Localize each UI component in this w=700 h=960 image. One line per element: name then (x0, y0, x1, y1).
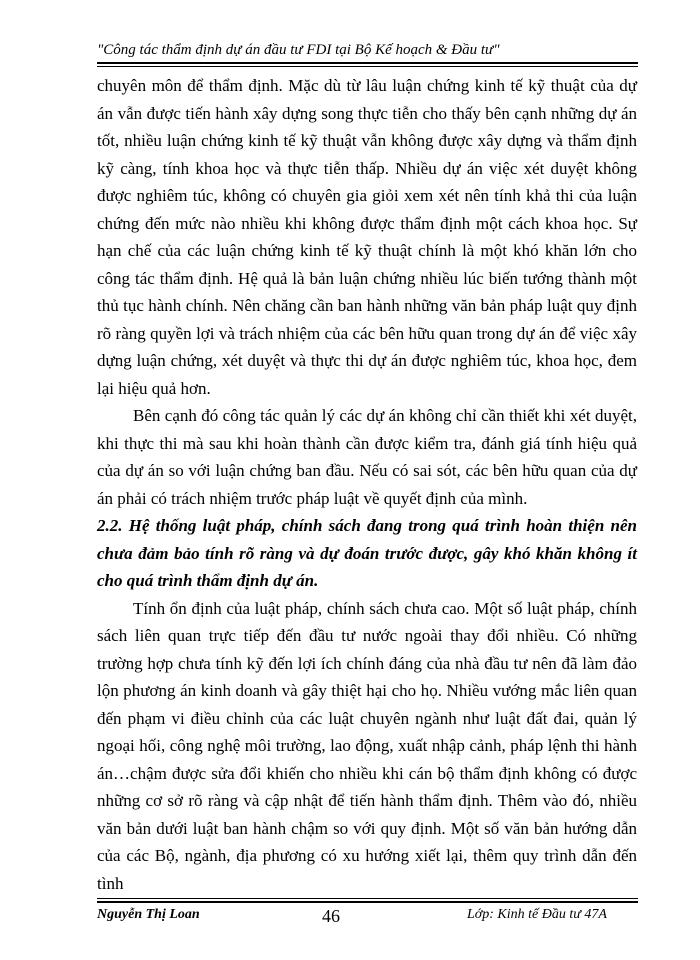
header-rule (97, 62, 638, 64)
running-header: "Công tác thẩm định dự án đầu tư FDI tại Bộ Kế hoạch & Đầu tư" (97, 42, 500, 58)
footer-class: Lớp: Kinh tế Đầu tư 47A (467, 907, 607, 922)
page-number: 46 (322, 906, 340, 926)
body-text (97, 72, 637, 897)
paragraph: Tính ổn định của luật pháp, chính sách chưa cao. Một số luật pháp, chính sách liên quan trực tiếp đến đầu tư nước ngoài thay đổi nhiều. Có những trường hợp chưa tính kỹ đến lợi ích chính đáng của nhà đầu tư nên đã làm đảo lộn phương án kinh doanh và gây thiệt hại cho họ. Nhiều vướng mắc liên quan đến phạm vi điều chỉnh của các luật chuyên ngành như luật đất đai, quản lý ngoại hối, công nghệ môi trường, lao động, xuất nhập cảnh, pháp lệnh thi hành án…chậm được sửa đổi khiến cho nhiều khi cán bộ thẩm định không có được những cơ sở rõ ràng và cập nhật để tiến hành thẩm định. Thêm vào đó, nhiều văn bản dưới luật ban hành chậm so với quy định. Một số văn bản hướng dẫn của các Bộ, ngành, địa phương có xu hướng xiết lại, thêm quy trình dẫn đến tình (97, 598, 637, 893)
section-heading: 2.2. Hệ thống luật pháp, chính sách đang trong quá trình hoàn thiện nên chưa đảm bảo tính rõ ràng và dự đoán trước được, gây khó khăn không ít cho quá trình thẩm định dự án. (97, 516, 637, 590)
paragraph-continued: chuyên môn để thẩm định. Mặc dù từ lâu luận chứng kinh tế kỹ thuật của dự án vẫn được tiến hành xây dựng song thực tiễn cho thấy bên cạnh những dự án tốt, nhiều luận chứng kinh tế kỹ thuật vẫn không được xây dựng và thẩm định kỹ càng, tính khoa học và thực tiễn thấp. Nhiều dự án việc xét duyệt không được nghiêm túc, không có chuyên gia giỏi xem xét nên tính khả thi của luận chứng đến mức nào nhiều khi không được thẩm định một cách khoa học. Sự hạn chế của các luận chứng kinh tế kỹ thuật chính là một khó khăn lớn cho công tác thẩm định. Hệ quả là bản luận chứng nhiều lúc biến tướng thành một thủ tục hành chính. Nên chăng cần ban hành những văn bản pháp luật quy định rõ ràng quyền lợi và trách nhiệm của các bên hữu quan trong dự án để việc xây dựng luận chứng, xét duyệt và thực thi dự án được nghiêm túc, khoa học, đem lại hiệu quả hơn. (97, 76, 637, 398)
paragraph: Bên cạnh đó công tác quản lý các dự án không chỉ cần thiết khi xét duyệt, khi thực thi mà sau khi hoàn thành cần được kiểm tra, đánh giá tính hiệu quả của dự án so với luận chứng ban đầu. Nếu có sai sót, các bên hữu quan của dự án phải có trách nhiệm trước pháp luật về quyết định của mình. (97, 406, 637, 508)
footer-rule-thin (97, 898, 638, 899)
header-rule-thin (97, 66, 638, 67)
footer-author: Nguyễn Thị Loan (97, 907, 200, 922)
footer-rule (97, 901, 638, 903)
